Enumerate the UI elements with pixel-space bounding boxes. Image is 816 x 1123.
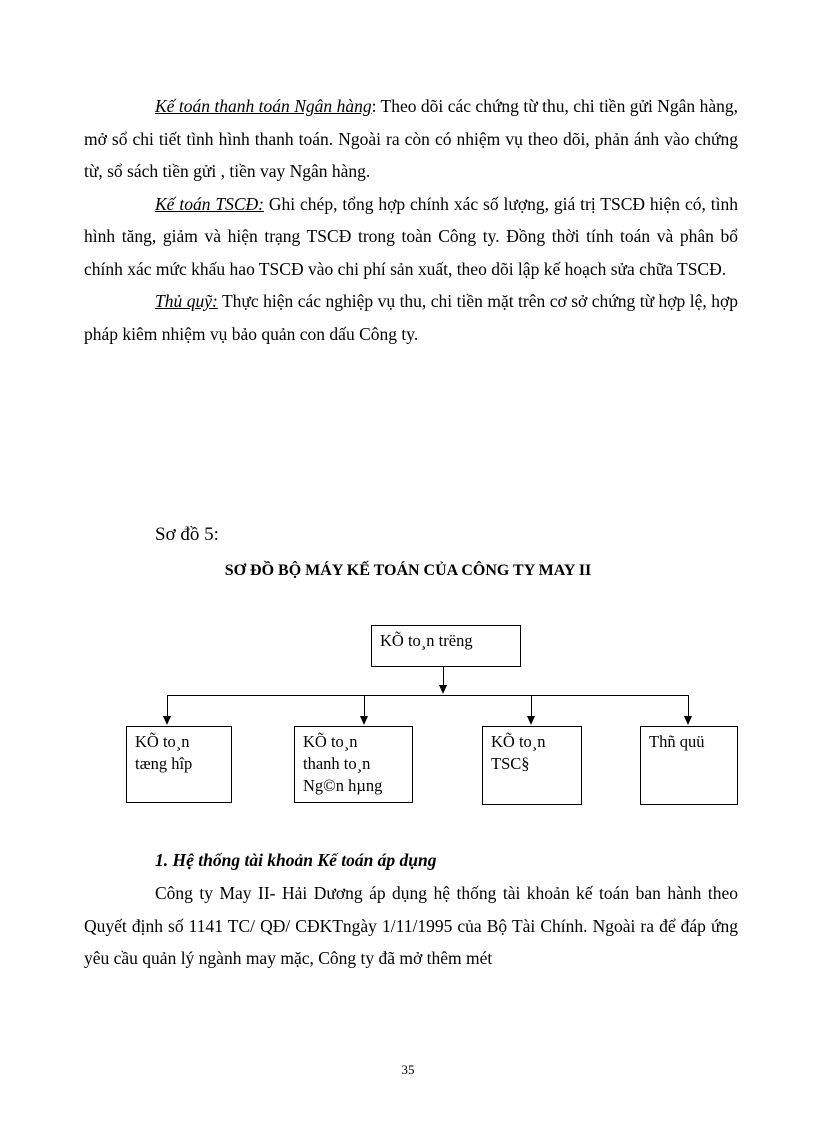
arrow-down-2 — [360, 716, 368, 725]
paragraph-lead: Kế toán thanh toán Ngân hàng — [155, 96, 372, 116]
diagram-title: SƠ ĐỒ BỘ MÁY KẾ TOÁN CỦA CÔNG TY MAY II — [224, 562, 592, 579]
connector-drop-3 — [531, 695, 532, 717]
box-line: Ng©n hµng — [303, 776, 383, 795]
connector-drop-2 — [364, 695, 365, 717]
diagram-label: Sơ đồ 5: — [155, 524, 219, 545]
cashier-box — [640, 726, 738, 805]
page-number: 35 — [401, 1062, 415, 1077]
arrow-down-3 — [527, 716, 535, 725]
connector-drop-4 — [688, 695, 689, 717]
general-accountant-box — [126, 726, 232, 803]
paragraph-text: Ghi chép, tổng hợp chính xác số lượng, giá trị TSCĐ hiện có, tình hình tăng, giảm và hiện trạng TSCĐ trong toàn Công ty. Đồng thời tính toán và phân bổ chính xác mức khấu hao TSCĐ vào chi phí sản xuất, theo dõi lập kế hoạch sửa chữa TSCĐ. — [84, 193, 738, 279]
arrow-down-4 — [684, 716, 692, 725]
intro-paragraphs — [84, 90, 738, 350]
box-line: thanh to¸n — [303, 754, 371, 773]
box-line: Thñ quü — [649, 732, 705, 751]
paragraph-fixed-asset-accountant — [84, 188, 738, 286]
arrow-main — [439, 685, 447, 694]
box-line: KÕ to¸n — [135, 732, 190, 751]
box-line: KÕ to¸n — [491, 732, 546, 751]
connector-horizontal — [167, 695, 689, 696]
chief-accountant-box — [371, 625, 521, 667]
bank-accountant-box — [294, 726, 413, 803]
paragraph-lead: Kế toán TSCĐ: — [155, 193, 264, 214]
paragraph-bank-accountant — [84, 90, 738, 188]
box-line: TSC§ — [491, 754, 530, 773]
fixed-asset-accountant-box — [482, 726, 582, 805]
paragraph-text: Thực hiện các nghiệp vụ thu, chi tiền mặt trên cơ sở chứng từ hợp lệ, hợp pháp kiêm nhiệm vụ bảo quản con dấu Công ty. — [84, 291, 739, 344]
paragraph-text: : Theo dõi các chứng từ thu, chi tiền gửi Ngân hàng, mở sổ chi tiết tình hình thanh toán. Ngoài ra còn có nhiệm vụ theo dõi, phản ánh vào chứng từ, sổ sách tiền gửi , tiền vay Ngân hàng. — [84, 96, 738, 181]
box-line: KÕ to¸n — [303, 732, 358, 751]
section-body: Công ty May II- Hải Dương áp dụng hệ thống tài khoản kế toán ban hành theo Quyết định số 1141 TC/ QĐ/ CĐKTngày 1/11/1995 của Bộ Tài Chính. Ngoài ra để đáp ứng yêu cầu quản lý ngành may mặc, Công ty đã mở thêm mét — [84, 883, 738, 968]
connector-drop-1 — [167, 695, 168, 717]
chief-accountant-label: KÕ to¸n trëng — [380, 631, 473, 650]
connector-vertical-main — [443, 667, 444, 687]
arrow-down-1 — [163, 716, 171, 725]
paragraph-cashier — [84, 285, 738, 350]
paragraph-lead: Thủ quỹ: — [155, 291, 218, 311]
box-line: tæng hîp — [135, 754, 193, 773]
section-heading: 1. Hệ thống tài khoản Kế toán áp dụng — [155, 850, 437, 870]
section-body-wrap — [84, 877, 738, 975]
